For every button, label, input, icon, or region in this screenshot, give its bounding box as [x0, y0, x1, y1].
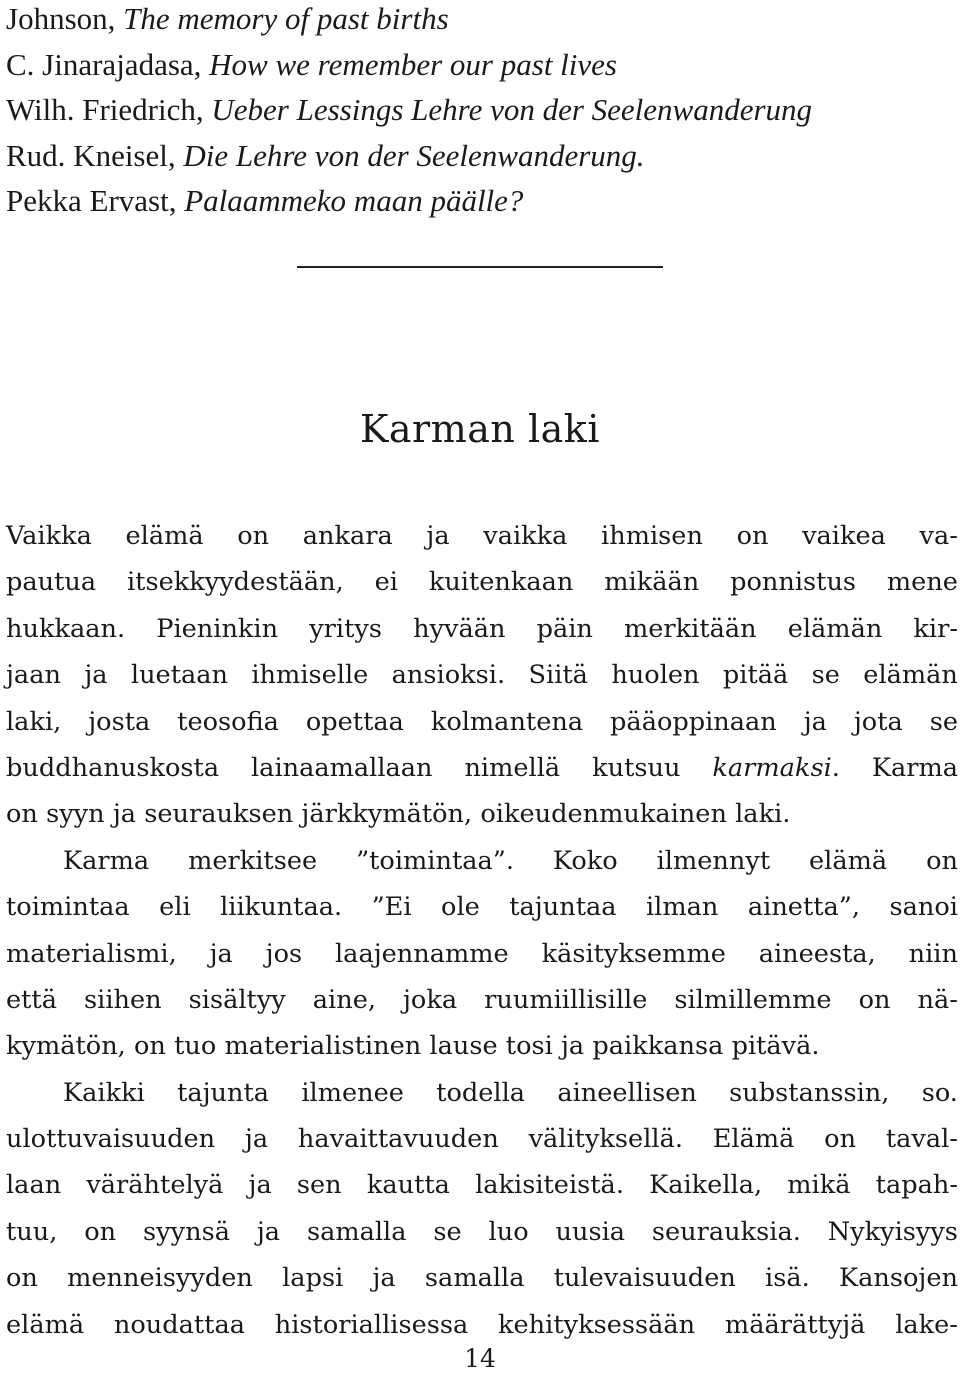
word: oikeudenmukainen [480, 799, 727, 830]
word: se [811, 660, 840, 691]
word: kymätön, [6, 1031, 126, 1062]
word: kutsuu [592, 752, 681, 783]
word: tajuntaa [509, 892, 617, 923]
word: lake- [895, 1309, 958, 1340]
text-line [6, 1209, 958, 1255]
word: ankara [302, 521, 393, 551]
word: Pieninkin [156, 613, 279, 644]
word: niin [908, 938, 958, 969]
word: ja [561, 1031, 585, 1062]
text-line [6, 652, 958, 698]
word: ilmenee [301, 1077, 404, 1108]
word: järkkymätön, [301, 799, 473, 830]
text-line [6, 699, 958, 745]
word: samalla [306, 1216, 407, 1247]
word: seurauksen [144, 799, 294, 830]
word: todella [436, 1077, 526, 1108]
word: on [6, 799, 38, 830]
word: buddhanuskosta [6, 752, 220, 783]
word: tosi [505, 1031, 553, 1062]
word: aineesta, [758, 938, 876, 969]
word: havaittavuuden [297, 1124, 499, 1155]
word: ja [426, 521, 450, 551]
word: eli [159, 892, 191, 923]
word: välityksellä. [528, 1124, 683, 1155]
word: ei [374, 567, 398, 598]
word: nimellä [464, 752, 561, 783]
word: ”toimintaa”. [356, 845, 514, 876]
word: ihmisen [601, 521, 703, 551]
word: laajennamme [335, 938, 509, 969]
text-line [6, 1255, 958, 1301]
word: mikään [604, 567, 700, 598]
page-number: 14 [464, 1344, 496, 1373]
word: ja [209, 938, 233, 969]
word: Karma [63, 845, 150, 876]
word: kuitenkaan [428, 567, 574, 598]
reference-item [6, 178, 956, 224]
word: Nykyisyys [827, 1216, 958, 1247]
word: hyvään [413, 613, 506, 644]
word: laki, [6, 706, 62, 737]
word: opettaa [305, 706, 404, 737]
word: ilmennyt [656, 845, 771, 876]
text-line [6, 838, 958, 884]
word: ja [244, 1124, 269, 1155]
text-line [6, 791, 958, 837]
word: liikuntaa. [220, 892, 343, 923]
word: huolen [611, 660, 700, 691]
word: nä- [917, 984, 958, 1015]
word: uusia [555, 1216, 626, 1247]
word: jos [265, 938, 303, 969]
word: määrättyjä [724, 1309, 866, 1340]
word: elämä [6, 1309, 85, 1340]
word: luetaan [130, 660, 228, 691]
text-line [6, 559, 958, 605]
word: teosofia [177, 706, 279, 737]
word: isä. [765, 1263, 810, 1294]
word: lapsi [282, 1263, 344, 1294]
word: Kaikki [63, 1077, 145, 1108]
word: kehityksessään [498, 1309, 696, 1340]
word: Kansojen [838, 1263, 958, 1294]
word: seurauksia. [651, 1216, 801, 1247]
word: ihmiselle [251, 660, 369, 691]
word: ruumiillisille [484, 984, 648, 1015]
text-line [6, 513, 958, 559]
word: so. [921, 1077, 958, 1108]
reference-author: Rud. Kneisel, [6, 137, 184, 173]
emphasized-word: karmaksi [712, 752, 832, 783]
word: lainaamallaan [251, 752, 433, 783]
reference-list [6, 0, 956, 224]
word: laan [6, 1170, 62, 1201]
word: ole [441, 892, 480, 923]
word: Koko [552, 845, 618, 876]
reference-author: Johnson, [6, 1, 124, 36]
word: paikkansa [592, 1031, 724, 1062]
text-line [6, 884, 958, 930]
reference-title: How we remember our past lives [209, 46, 617, 82]
word: käsityksemme [541, 938, 726, 969]
word: josta [88, 706, 151, 737]
word: syynsä [143, 1216, 230, 1247]
word: mene [886, 567, 958, 598]
text-line [6, 931, 958, 977]
word: ja [248, 1170, 272, 1201]
word: ”Ei [371, 892, 412, 923]
word: Kaikella, [649, 1170, 763, 1201]
text-line [6, 1116, 958, 1162]
word: jaan [6, 660, 61, 691]
reference-title: Die Lehre von der Seelenwanderung. [183, 137, 645, 173]
word: on [736, 521, 769, 551]
word: historiallisessa [274, 1309, 469, 1340]
word: silmillemme [674, 984, 832, 1015]
word: ja [256, 1216, 281, 1247]
word: itsekkyydestään, [127, 567, 344, 598]
word: päin [536, 613, 593, 644]
word: on [926, 845, 958, 876]
word: syyn [46, 799, 105, 830]
word: jota [853, 706, 903, 737]
word: pautua [6, 567, 97, 598]
word: on [237, 521, 270, 551]
reference-item [6, 133, 956, 179]
word: toimintaa [6, 892, 130, 923]
word: värähtelyä [86, 1170, 224, 1201]
word: noudattaa [113, 1309, 245, 1340]
reference-item [6, 42, 956, 88]
word: menneisyyden [67, 1263, 253, 1294]
word: merkitään [623, 613, 757, 644]
word: kautta [366, 1170, 450, 1201]
word: on [84, 1216, 117, 1247]
word: pitävä. [731, 1031, 820, 1062]
text-line [6, 1023, 958, 1069]
word: substanssin, [729, 1077, 890, 1108]
word: pääoppinaan [610, 706, 777, 737]
word: että [6, 984, 57, 1015]
word: on [858, 984, 891, 1015]
word: vaikea [802, 521, 886, 551]
word: taval- [885, 1124, 958, 1155]
word: sanoi [889, 892, 958, 923]
word: on [824, 1124, 857, 1155]
word: sisältyy [188, 984, 286, 1015]
word: tajunta [177, 1077, 270, 1108]
word: ja [372, 1263, 396, 1294]
reference-author: Pekka Ervast, [6, 183, 185, 218]
word: ulottuvaisuuden [6, 1124, 216, 1155]
reference-author: C. Jinarajadasa, [6, 46, 210, 82]
word: laki. [735, 799, 791, 830]
reference-item [6, 0, 956, 42]
word: ja [84, 660, 108, 691]
word: pitää [722, 660, 789, 691]
word: aine, [312, 984, 376, 1015]
word: elämä [809, 845, 888, 876]
word: materialismi, [6, 938, 177, 969]
reference-item [6, 87, 956, 133]
reference-title: Palaammeko maan päälle? [184, 183, 524, 218]
word: mikä [787, 1170, 851, 1201]
text-line [6, 606, 958, 652]
body-paragraphs [6, 513, 958, 1348]
word: aineellisen [557, 1077, 697, 1108]
text-line [6, 1162, 958, 1208]
word: siihen [84, 984, 162, 1015]
word: luo [488, 1216, 529, 1247]
reference-title: The memory of past births [123, 1, 449, 36]
word: elämän [863, 660, 958, 691]
word: se [929, 706, 958, 737]
chapter-title: Karman laki [360, 407, 600, 451]
word: ainetta”, [747, 892, 860, 923]
word: elämän [787, 613, 883, 644]
word: se [433, 1216, 462, 1247]
text-line [6, 1302, 958, 1348]
word: Elämä [712, 1124, 795, 1155]
word: sen [296, 1170, 342, 1201]
word: samalla [424, 1263, 525, 1294]
word: on [6, 1263, 38, 1294]
word: ja [112, 799, 137, 830]
word: ja [803, 706, 827, 737]
word: on [134, 1031, 166, 1062]
word: lause [429, 1031, 498, 1062]
word: Vaikka [6, 521, 92, 551]
word: Siitä [528, 660, 588, 691]
word: ilman [646, 892, 719, 923]
word: ponnistus [730, 567, 857, 598]
text-line [6, 745, 958, 791]
reference-author: Wilh. Friedrich, [6, 92, 212, 127]
word: ansioksi. [391, 660, 506, 691]
word: kir- [913, 613, 958, 644]
word: tulevaisuuden [553, 1263, 736, 1294]
word: kolmantena [430, 706, 584, 737]
word: tuo [174, 1031, 217, 1062]
word: joka [403, 984, 458, 1015]
reference-title: Ueber Lessings Lehre von der Seelenwanderung [211, 92, 813, 127]
word: merkitsee [188, 845, 318, 876]
section-divider [297, 266, 663, 268]
word: hukkaan. [6, 613, 126, 644]
text-line [6, 1070, 958, 1116]
text-line [6, 977, 958, 1023]
word: yritys [309, 613, 382, 644]
word: elämä [125, 521, 204, 551]
word: lakisiteistä. [475, 1170, 624, 1201]
word: Karma [871, 752, 958, 783]
word: vaikka [483, 521, 568, 551]
emphasized-term: karmaksi. [712, 752, 840, 783]
word: tuu, [6, 1216, 58, 1247]
word: va- [919, 521, 958, 551]
word: tapah- [875, 1170, 958, 1201]
word: materialistinen [224, 1031, 422, 1062]
